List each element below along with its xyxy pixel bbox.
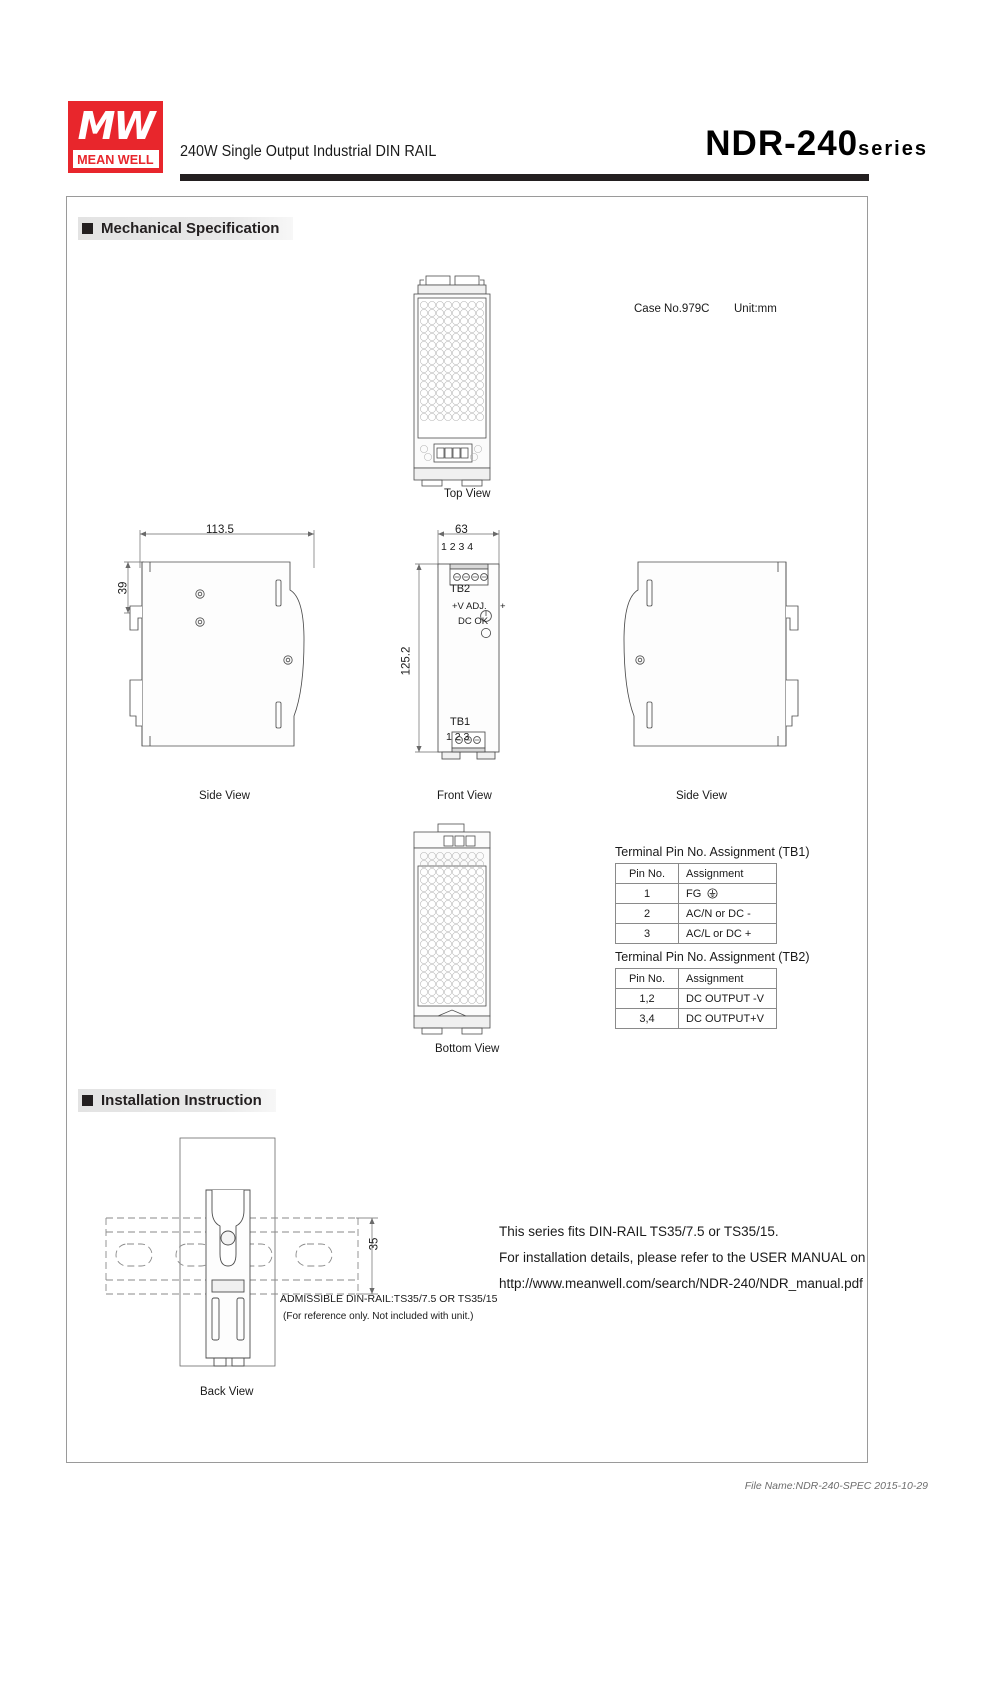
page-header <box>0 0 1000 190</box>
cell-pin: 3 <box>616 924 679 944</box>
front-tb2-label: TB2 <box>450 583 471 595</box>
section-title-installation: Installation Instruction <box>101 1092 262 1109</box>
admissible-rail-subnote: (For reference only. Not included with unit.) <box>283 1311 474 1322</box>
header-pin-no: Pin No. <box>616 864 679 884</box>
square-bullet-icon <box>82 1095 93 1106</box>
case-number-label: Case No.979C <box>634 303 710 315</box>
table-caption-tb1: Terminal Pin No. Assignment (TB1) <box>615 845 810 859</box>
view-label-back: Back View <box>200 1386 254 1398</box>
cell-assignment: DC OUTPUT -V <box>679 989 777 1009</box>
drawing-top-view <box>408 272 523 487</box>
section-title-mechanical: Mechanical Specification <box>101 220 280 237</box>
table-tb2 <box>615 968 777 1029</box>
logo-name-text: MEAN WELL <box>77 151 154 167</box>
logo-mw-text: MW <box>77 104 154 148</box>
cell-assignment: DC OUTPUT+V <box>679 1009 777 1029</box>
series-label: series <box>858 138 928 160</box>
cell-assignment <box>679 884 777 904</box>
meanwell-logo <box>68 101 163 173</box>
page-title <box>705 124 928 164</box>
table-row <box>616 1009 777 1029</box>
install-line-1: This series fits DIN-RAIL TS35/7.5 or TS35/15. <box>499 1224 779 1239</box>
cell-assignment: AC/L or DC + <box>679 924 777 944</box>
table-header-row <box>616 969 777 989</box>
logo-name-band <box>73 150 159 168</box>
view-label-front: Front View <box>437 790 492 802</box>
front-tb2-pin-numbers: 1 2 3 4 <box>441 541 474 553</box>
front-dcok-label: DC OK <box>458 616 489 627</box>
table-tb1 <box>615 863 777 944</box>
header-subtitle: 240W Single Output Industrial DIN RAIL <box>180 143 437 160</box>
drawing-bottom-view <box>408 820 523 1035</box>
drawing-installation-back-view <box>100 1130 500 1410</box>
view-label-side-left: Side View <box>199 790 250 802</box>
drawing-side-view-right <box>600 540 810 775</box>
earth-ground-icon <box>707 888 718 899</box>
model-number: NDR-240 <box>705 124 859 163</box>
table-row <box>616 989 777 1009</box>
front-vadj-label: +V ADJ. <box>452 601 487 612</box>
front-tb1-pin-numbers: 1 2 3 <box>446 731 470 743</box>
table-row <box>616 924 777 944</box>
installation-instructions-text <box>499 1219 865 1297</box>
unit-label: Unit:mm <box>734 303 777 315</box>
header-assignment: Assignment <box>679 969 777 989</box>
drawing-side-view-left <box>118 520 328 770</box>
header-divider <box>180 174 869 181</box>
install-line-2: For installation details, please refer to the USER MANUAL on <box>499 1250 866 1265</box>
table-header-row <box>616 864 777 884</box>
cell-pin: 1 <box>616 884 679 904</box>
view-label-side-right: Side View <box>676 790 727 802</box>
cell-assignment-text: FG <box>686 887 702 900</box>
footer-file-name: File Name:NDR-240-SPEC 2015-10-29 <box>744 1480 928 1492</box>
header-pin-no: Pin No. <box>616 969 679 989</box>
table-caption-tb2: Terminal Pin No. Assignment (TB2) <box>615 950 810 964</box>
table-row <box>616 884 777 904</box>
view-label-bottom: Bottom View <box>435 1043 500 1055</box>
header-assignment: Assignment <box>679 864 777 884</box>
cell-pin: 1,2 <box>616 989 679 1009</box>
cell-pin: 2 <box>616 904 679 924</box>
dimension-height: 125.2 <box>400 646 413 676</box>
front-tb1-label: TB1 <box>450 716 471 728</box>
front-vadj-plus-label: + <box>500 601 506 612</box>
section-header-mechanical <box>78 217 293 240</box>
square-bullet-icon <box>82 223 93 234</box>
section-header-installation <box>78 1089 276 1112</box>
dimension-depth: 113.5 <box>206 524 234 536</box>
admissible-rail-note: ADMISSIBLE DIN-RAIL:TS35/7.5 OR TS35/15 <box>280 1293 498 1305</box>
view-label-top: Top View <box>444 488 491 500</box>
install-line-3: http://www.meanwell.com/search/NDR-240/NDR_manual.pdf <box>499 1276 863 1291</box>
cell-assignment: AC/N or DC - <box>679 904 777 924</box>
dimension-rail-height: 35 <box>368 1237 381 1251</box>
table-row <box>616 904 777 924</box>
dimension-width: 63 <box>455 524 468 536</box>
dimension-side-height: 39 <box>117 581 130 595</box>
cell-pin: 3,4 <box>616 1009 679 1029</box>
